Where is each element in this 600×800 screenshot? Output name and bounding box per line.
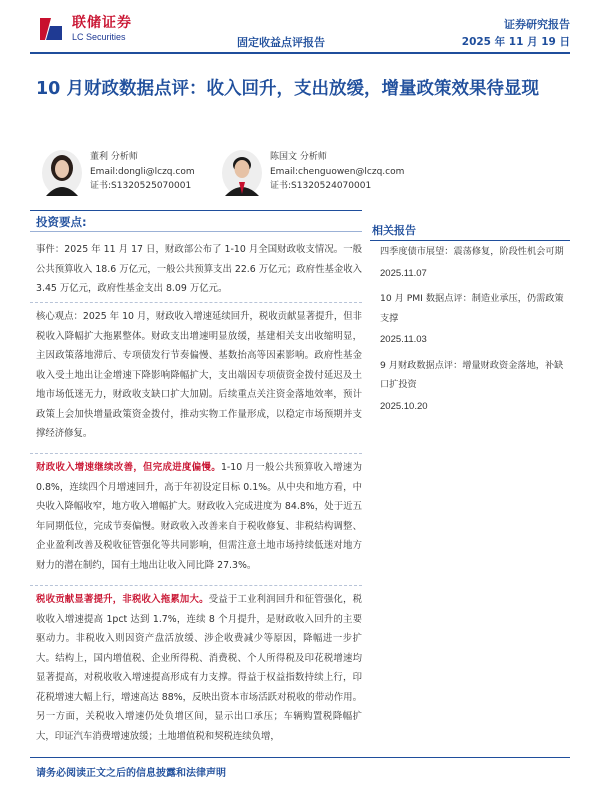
related-report-item[interactable] bbox=[380, 356, 570, 417]
analyst-email[interactable]: Email:dongli@lczq.com bbox=[90, 166, 195, 177]
related-report-date: 2025.11.07 bbox=[380, 267, 427, 279]
report-title: 10 月财政数据点评：收入回升，支出放缓，增量政策效果待显现 bbox=[36, 79, 539, 99]
analyst-cert: 证书:S1320524070001 bbox=[270, 181, 372, 191]
revenue-highlight: 财政收入增速继续改善，但完成进度偏慢。 bbox=[36, 462, 221, 473]
section-title: 投资要点: bbox=[36, 215, 87, 229]
analyst-name: 陈国文 分析师 bbox=[270, 152, 327, 162]
company-logo bbox=[36, 14, 132, 44]
related-report-date: 2025.11.03 bbox=[380, 334, 427, 345]
event-paragraph: 事件：2025 年 11 月 17 日，财政部公布了 1-10 月全国财政收支情况。一般公共预算收入 18.6 万亿元，一般公共预算支出 22.6 万亿元；政府性基金收入 3.45 万亿元，政府性基金支出 8.09 万亿元。 bbox=[36, 244, 362, 294]
footer-divider bbox=[30, 757, 570, 758]
analyst-email[interactable]: Email:chenguowen@lczq.com bbox=[270, 166, 405, 177]
section-divider bbox=[30, 231, 362, 232]
analyst-cert: 证书:S1320525070001 bbox=[90, 181, 192, 191]
report-category: 证券研究报告 bbox=[504, 18, 570, 31]
revenue-paragraph bbox=[36, 458, 362, 575]
tax-text: 受益于工业利润回升和征管强化，税收收入增速提高 1pct 达到 1.7%，连续 8 个月提升，是财政收入回升的主要驱动力。非税收入则因资产盘活放缓、涉企收费减少等原因，降幅进一步扩大。结构上，国内增值税、企业所得税、消费税、个人所得税及印花税增速均显著提高，对税收收入增速提高形成有力支撑。得益于权益指数持续上行，印花税增速大幅上行，增速高达 88%，反映出资本市场活跃对税收的带动作用。另一方面，关税收入增速仍处负增区间，显示出口承压；车辆购置税降幅扩大，印证汽车消费增速放缓；土地增值税和契税连续负增， bbox=[36, 594, 362, 742]
paragraph-separator bbox=[30, 585, 362, 586]
related-report-title[interactable]: 10 月 PMI 数据点评：制造业承压，仍需政策支撑 bbox=[380, 293, 564, 324]
related-reports-title: 相关报告 bbox=[372, 224, 416, 237]
revenue-text: 1-10 月一般公共预算收入增速为 0.8%，连续四个月增速回升，高于年初设定目标 0.1%。从中央和地方看，中央收入降幅收窄，地方收入增幅扩大。财政收入完成进度为 84.8%，处于近五年同期低位，完成节奏偏慢。财政收入改善来自于税收修复、非税结构调整、企业盈利改善及税收征管强化等共同影响，但需注意土地市场持续低迷对地方财力的潜在制约，国有土地出让收入同比降 27.3%。 bbox=[36, 462, 362, 571]
logo-en: LC Securities bbox=[72, 32, 126, 42]
analyst-divider bbox=[30, 210, 362, 211]
paragraph-separator bbox=[30, 302, 362, 303]
related-report-item[interactable] bbox=[380, 289, 570, 350]
legal-disclaimer[interactable]: 请务必阅读正文之后的信息披露和法律声明 bbox=[36, 768, 226, 779]
report-header bbox=[0, 0, 600, 56]
tax-paragraph bbox=[36, 590, 362, 746]
logo-icon bbox=[36, 14, 66, 44]
report-type: 固定收益点评报告 bbox=[237, 36, 325, 49]
report-date: 2025 年 11 月 19 日 bbox=[461, 36, 570, 48]
related-report-item[interactable] bbox=[380, 242, 570, 283]
avatar bbox=[222, 150, 262, 196]
tax-highlight: 税收贡献显著提升，非税收入拖累加大。 bbox=[36, 594, 209, 605]
analyst-card bbox=[222, 150, 405, 200]
related-report-title[interactable]: 9 月财政数据点评：增量财政资金落地，补缺口扩投资 bbox=[380, 359, 564, 390]
related-report-title[interactable]: 四季度债市展望：震荡修复，阶段性机会可期 bbox=[380, 246, 564, 257]
avatar bbox=[42, 150, 82, 196]
header-divider bbox=[30, 52, 570, 54]
related-report-date: 2025.10.20 bbox=[380, 400, 428, 412]
logo-cn: 联储证券 bbox=[72, 15, 132, 31]
core-view-paragraph: 核心观点：2025 年 10 月，财政收入增速延续回升，税收贡献显著提升，但非税收入降幅扩大拖累整体。财政支出增速明显放缓，基建相关支出收缩明显，主因政策落地滞后、专项债发行节奏偏慢、基数抬高等因素影响。政府性基金收入受土地出让金增速下降影响降幅扩大，支出端因专项债资金拨付延迟及土地市场低迷无力，财政收支缺口扩大加剧。后续重点关注资金落地效率，预计政策上会加快增量政策资金拨付，推动实物工作量形成，以稳定市场预期并支撑经济修复。 bbox=[36, 311, 362, 439]
paragraph-separator bbox=[30, 453, 362, 454]
analyst-card bbox=[42, 150, 202, 200]
analyst-name: 董利 分析师 bbox=[90, 152, 138, 162]
sidebar-divider bbox=[370, 240, 570, 241]
related-reports-list bbox=[380, 242, 570, 422]
